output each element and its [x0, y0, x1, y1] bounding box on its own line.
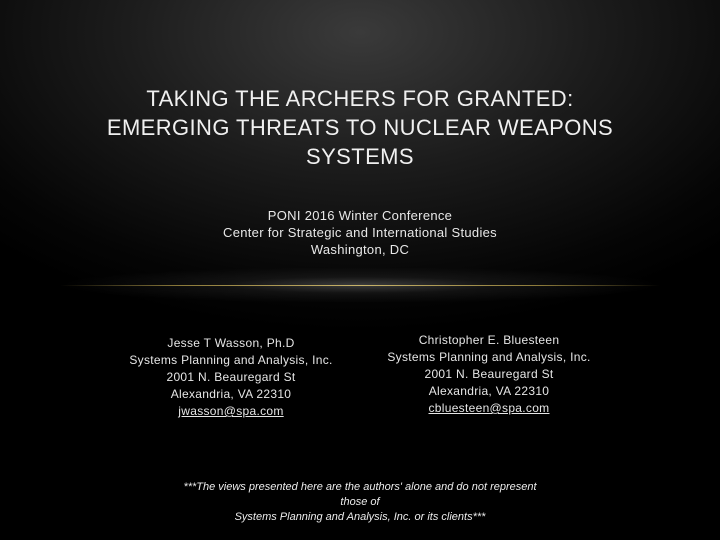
disclaimer-line-3: Systems Planning and Analysis, Inc. or its clients***	[234, 511, 486, 523]
author-name: Christopher E. Bluesteen	[418, 333, 560, 347]
title-line-2: EMERGING THREATS TO NUCLEAR WEAPONS	[106, 115, 614, 140]
title-line-3: SYSTEMS	[306, 144, 414, 169]
author-city: Alexandria, VA 22310	[428, 384, 550, 398]
author-email-link[interactable]: jwasson@spa.com	[178, 404, 284, 418]
conference-info	[100, 207, 620, 258]
title-line-1: TAKING THE ARCHERS FOR GRANTED:	[146, 86, 574, 111]
conference-host: Center for Strategic and International Studies	[223, 225, 497, 240]
slide-title	[40, 84, 680, 171]
author-email-link[interactable]: cbluesteen@spa.com	[428, 401, 550, 415]
author-card-bluesteen	[359, 332, 619, 417]
author-city: Alexandria, VA 22310	[170, 387, 292, 401]
author-organization: Systems Planning and Analysis, Inc.	[129, 353, 333, 367]
author-organization: Systems Planning and Analysis, Inc.	[387, 350, 591, 364]
divider-line	[60, 285, 660, 286]
disclaimer-line-2: those of	[340, 496, 380, 508]
conference-location: Washington, DC	[310, 242, 410, 257]
disclaimer-line-1: ***The views presented here are the authors' alone and do not represent	[183, 481, 537, 493]
author-card-wasson	[101, 335, 361, 420]
author-street: 2001 N. Beauregard St	[424, 367, 554, 381]
disclaimer	[140, 480, 580, 525]
conference-name: PONI 2016 Winter Conference	[267, 208, 453, 223]
author-street: 2001 N. Beauregard St	[166, 370, 296, 384]
author-name: Jesse T Wasson, Ph.D	[167, 336, 295, 350]
